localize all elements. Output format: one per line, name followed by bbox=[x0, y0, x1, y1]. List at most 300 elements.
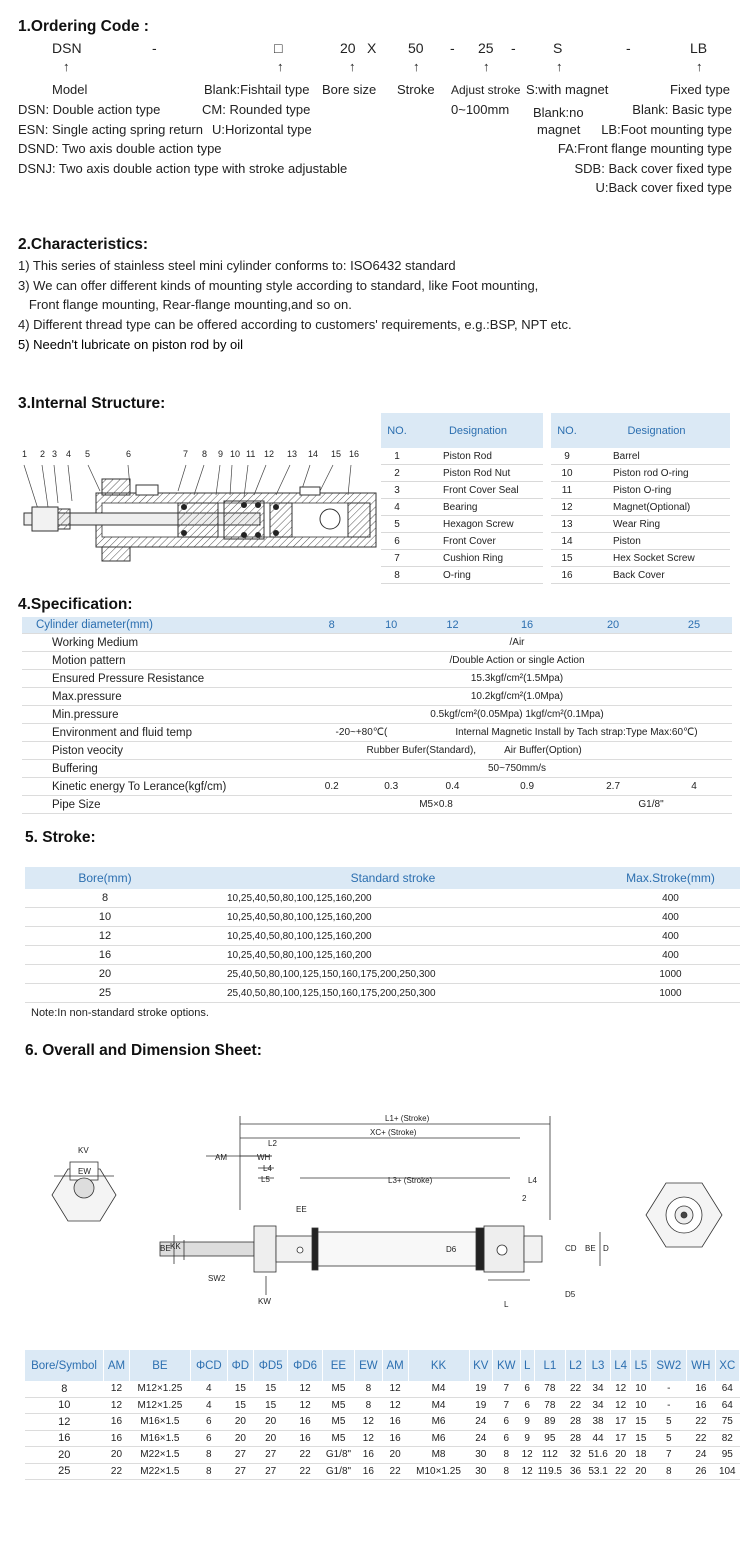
dimension-cell: 15 bbox=[631, 1414, 651, 1431]
part-no: 16 bbox=[551, 567, 583, 584]
magnet-line: magnet bbox=[537, 122, 581, 137]
max-stroke-cell: 400 bbox=[601, 908, 740, 927]
spec-value: 0.4 bbox=[421, 778, 484, 796]
table-header-row bbox=[22, 617, 732, 634]
part-no: 12 bbox=[551, 499, 583, 516]
table-row bbox=[551, 499, 730, 516]
max-stroke-cell: 400 bbox=[601, 889, 740, 908]
characteristic-line: 3) We can offer different kinds of mounting style according to standard, like Foot mounting, bbox=[18, 278, 539, 293]
part-no: 8 bbox=[381, 567, 413, 584]
arrow-up-icon: ↑ bbox=[413, 59, 420, 74]
dimension-cell: 30 bbox=[469, 1447, 492, 1464]
part-name: Piston rod O-ring bbox=[583, 465, 730, 482]
table-header: NO. bbox=[551, 413, 583, 448]
dimension-cell: 22 bbox=[687, 1414, 715, 1431]
spec-value: 0.2 bbox=[302, 778, 361, 796]
dimension-cell: 89 bbox=[534, 1414, 565, 1431]
dimension-cell: 15 bbox=[227, 1381, 253, 1397]
table-header: 10 bbox=[361, 617, 420, 634]
dimension-cell: 27 bbox=[253, 1447, 287, 1464]
dimension-cell: 19 bbox=[469, 1397, 492, 1414]
callout: 7 bbox=[183, 449, 189, 459]
dimension-cell: 19 bbox=[469, 1381, 492, 1397]
table-header: L1 bbox=[534, 1350, 565, 1381]
part-no: 4 bbox=[381, 499, 413, 516]
dimension-cell: 8 bbox=[493, 1463, 521, 1480]
dimension-cell: 16 bbox=[687, 1381, 715, 1397]
part-no: 7 bbox=[381, 550, 413, 567]
dimension-cell: 20 bbox=[631, 1463, 651, 1480]
cross-section-drawing bbox=[18, 449, 378, 579]
table-row bbox=[22, 688, 732, 706]
dim-label: L5 bbox=[261, 1175, 270, 1184]
callout: 4 bbox=[66, 449, 72, 459]
dimension-cell: 53.1 bbox=[586, 1463, 611, 1480]
dimension-cell: 95 bbox=[715, 1447, 739, 1464]
part-name: Piston Rod bbox=[413, 448, 543, 465]
dimension-cell: 15 bbox=[253, 1397, 287, 1414]
fixed-line: Blank: Basic type bbox=[632, 102, 732, 117]
part-name: Hexagon Screw bbox=[413, 516, 543, 533]
dim-label: CD bbox=[565, 1244, 577, 1253]
part-no: 10 bbox=[551, 465, 583, 482]
spec-label: Kinetic energy To Lerance(kgf/cm) bbox=[22, 778, 302, 796]
spec-value: 0.9 bbox=[484, 778, 570, 796]
dimension-cell: 104 bbox=[715, 1463, 739, 1480]
dim-label: SW2 bbox=[208, 1274, 226, 1283]
stroke-cell: 10,25,40,50,80,100,125,160,200 bbox=[185, 908, 601, 927]
dimension-cell: 6 bbox=[493, 1430, 521, 1447]
dimension-cell: M5 bbox=[322, 1430, 354, 1447]
table-row bbox=[25, 1430, 740, 1447]
table-header: NO. bbox=[381, 413, 413, 448]
specification-title: 4.Specification: bbox=[18, 596, 133, 613]
spec-value: Internal Magnetic Install by Tach strap:Type Max:60℃) bbox=[421, 724, 732, 742]
stroke-cell: 25,40,50,80,100,125,150,160,175,200,250,300 bbox=[185, 984, 601, 1003]
part-no: 11 bbox=[551, 482, 583, 499]
dimension-cell: 44 bbox=[586, 1430, 611, 1447]
dimension-cell: 64 bbox=[715, 1397, 739, 1414]
dimension-cell: M10×1.25 bbox=[408, 1463, 469, 1480]
part-no: 15 bbox=[551, 550, 583, 567]
dim-label: L1+ (Stroke) bbox=[385, 1114, 430, 1123]
spec-value: -20~+80℃( bbox=[302, 724, 421, 742]
bore-cell: 20 bbox=[25, 965, 185, 984]
dimension-cell: 22 bbox=[565, 1381, 585, 1397]
code-adjust: 25 bbox=[478, 40, 494, 56]
table-row bbox=[25, 984, 740, 1003]
label-stroke: Stroke bbox=[397, 82, 435, 97]
table-row bbox=[22, 706, 732, 724]
fixed-line: SDB: Back cover fixed type bbox=[574, 161, 732, 176]
dimension-cell: 22 bbox=[382, 1463, 408, 1480]
table-header: L4 bbox=[611, 1350, 631, 1381]
specification-table bbox=[22, 617, 732, 814]
spec-label: Pipe Size bbox=[22, 796, 302, 814]
dimension-cell: 6 bbox=[190, 1430, 227, 1447]
dimension-cell: M8 bbox=[408, 1447, 469, 1464]
dimension-table bbox=[25, 1350, 740, 1480]
table-row bbox=[25, 1397, 740, 1414]
table-row bbox=[551, 482, 730, 499]
part-no: 3 bbox=[381, 482, 413, 499]
spec-value: 10.2kgf/cm²(1.0Mpa) bbox=[302, 688, 732, 706]
dimension-cell: 51.6 bbox=[586, 1447, 611, 1464]
table-row bbox=[381, 550, 543, 567]
dimension-cell: 6 bbox=[520, 1381, 534, 1397]
dimension-cell: 12 bbox=[355, 1414, 383, 1431]
dimension-cell: 24 bbox=[469, 1414, 492, 1431]
spec-value: G1/8" bbox=[570, 796, 732, 814]
spec-label: Ensured Pressure Resistance bbox=[22, 670, 302, 688]
table-header: Cylinder diameter(mm) bbox=[22, 617, 302, 634]
part-name: Cushion Ring bbox=[413, 550, 543, 567]
table-row bbox=[22, 742, 732, 760]
model-line: DSN: Double action type bbox=[18, 102, 161, 117]
dim-label: WH bbox=[257, 1153, 271, 1162]
dimension-cell: 6 bbox=[493, 1414, 521, 1431]
code-magnet: S bbox=[553, 40, 563, 56]
dimension-cell: 8 bbox=[355, 1381, 383, 1397]
table-row bbox=[381, 448, 543, 465]
part-name: Front Cover bbox=[413, 533, 543, 550]
part-name: O-ring bbox=[413, 567, 543, 584]
dimension-cell: 16 bbox=[288, 1430, 322, 1447]
bore-cell: 10 bbox=[25, 1397, 104, 1414]
adjust-range: 0~100mm bbox=[451, 102, 510, 117]
dimension-cell: 32 bbox=[565, 1447, 585, 1464]
characteristic-line: 5) Needn't lubricate on piston rod by oil bbox=[18, 337, 244, 352]
dimension-cell: G1/8" bbox=[322, 1447, 354, 1464]
dimension-cell: 8 bbox=[355, 1397, 383, 1414]
table-row bbox=[25, 946, 740, 965]
bore-cell: 8 bbox=[25, 1381, 104, 1397]
part-no: 2 bbox=[381, 465, 413, 482]
table-row bbox=[25, 1447, 740, 1464]
code-dash: - bbox=[152, 40, 157, 56]
table-header: Bore/Symbol bbox=[25, 1350, 104, 1381]
part-name: Piston Rod Nut bbox=[413, 465, 543, 482]
dimension-cell: 95 bbox=[534, 1430, 565, 1447]
arrow-up-icon: ↑ bbox=[696, 59, 703, 74]
parts-table-right bbox=[551, 413, 730, 584]
dim-label: EE bbox=[296, 1205, 307, 1214]
dimension-cell: 24 bbox=[469, 1430, 492, 1447]
stroke-table bbox=[25, 867, 740, 1003]
dimension-cell: 15 bbox=[631, 1430, 651, 1447]
dimension-cell: 22 bbox=[565, 1397, 585, 1414]
dimension-cell: 64 bbox=[715, 1381, 739, 1397]
spec-label: Buffering bbox=[22, 760, 302, 778]
callout: 14 bbox=[308, 449, 319, 459]
spec-label: Max.pressure bbox=[22, 688, 302, 706]
dimension-title: 6. Overall and Dimension Sheet: bbox=[25, 1042, 262, 1059]
dimension-cell: 12 bbox=[520, 1463, 534, 1480]
dimension-cell: M12×1.25 bbox=[129, 1397, 190, 1414]
dimension-cell: 78 bbox=[534, 1381, 565, 1397]
table-row bbox=[25, 965, 740, 984]
code-dash: - bbox=[511, 40, 516, 56]
dimension-cell: 5 bbox=[651, 1414, 687, 1431]
dimension-cell: M22×1.5 bbox=[129, 1447, 190, 1464]
dimension-cell: 12 bbox=[611, 1381, 631, 1397]
type-line: U:Horizontal type bbox=[212, 122, 312, 137]
spec-label: Min.pressure bbox=[22, 706, 302, 724]
table-row bbox=[22, 670, 732, 688]
table-header: ΦD bbox=[227, 1350, 253, 1381]
label-magnet: S:with magnet bbox=[526, 82, 609, 97]
dimension-cell: 4 bbox=[190, 1381, 227, 1397]
dim-label: L4 bbox=[263, 1164, 272, 1173]
code-box: □ bbox=[274, 40, 283, 56]
bore-cell: 16 bbox=[25, 1430, 104, 1447]
dimension-cell: 20 bbox=[227, 1414, 253, 1431]
dimension-cell: G1/8" bbox=[322, 1463, 354, 1480]
spec-value: 0.3 bbox=[361, 778, 420, 796]
dimension-cell: 12 bbox=[288, 1381, 322, 1397]
arrow-up-icon: ↑ bbox=[63, 59, 70, 74]
dimension-cell: 12 bbox=[611, 1397, 631, 1414]
table-row bbox=[551, 567, 730, 584]
spec-value: 0.5kgf/cm²(0.05Mpa) 1kgf/cm²(0.1Mpa) bbox=[302, 706, 732, 724]
dimension-cell: 16 bbox=[288, 1414, 322, 1431]
dimension-cell: 17 bbox=[611, 1414, 631, 1431]
bore-cell: 25 bbox=[25, 984, 185, 1003]
dimension-drawing-svg bbox=[40, 1110, 730, 1325]
magnet-line: Blank:no bbox=[533, 105, 584, 120]
part-name: Wear Ring bbox=[583, 516, 730, 533]
callout: 12 bbox=[264, 449, 275, 459]
dim-label: L2 bbox=[268, 1139, 277, 1148]
dimension-cell: 20 bbox=[253, 1430, 287, 1447]
dim-label: D6 bbox=[446, 1245, 457, 1254]
ordering-code-title: 1.Ordering Code : bbox=[18, 18, 149, 35]
dimension-cell: 16 bbox=[687, 1397, 715, 1414]
dimension-cell: 16 bbox=[104, 1430, 130, 1447]
max-stroke-cell: 400 bbox=[601, 946, 740, 965]
dimension-cell: 6 bbox=[520, 1397, 534, 1414]
dimension-cell: M16×1.5 bbox=[129, 1430, 190, 1447]
part-no: 6 bbox=[381, 533, 413, 550]
stroke-title: 5. Stroke: bbox=[25, 829, 96, 846]
dimension-cell: 112 bbox=[534, 1447, 565, 1464]
model-line: ESN: Single acting spring return bbox=[18, 122, 203, 137]
dim-label: KV bbox=[78, 1146, 89, 1155]
dimension-cell: 8 bbox=[190, 1447, 227, 1464]
dimension-cell: 26 bbox=[687, 1463, 715, 1480]
label-fishtail: Blank:Fishtail type bbox=[204, 82, 310, 97]
spec-value: Air Buffer(Option) bbox=[484, 742, 732, 760]
dim-label: BE bbox=[585, 1244, 596, 1253]
table-row bbox=[25, 1463, 740, 1480]
dimension-cell: 8 bbox=[493, 1447, 521, 1464]
fixed-line: LB:Foot mounting type bbox=[601, 122, 732, 137]
dimension-cell: 15 bbox=[253, 1381, 287, 1397]
dim-label: KW bbox=[258, 1297, 271, 1306]
dimension-cell: 22 bbox=[687, 1430, 715, 1447]
bore-cell: 12 bbox=[25, 1414, 104, 1431]
callout: 13 bbox=[287, 449, 298, 459]
spec-value: /Double Action or single Action bbox=[302, 652, 732, 670]
table-row bbox=[22, 652, 732, 670]
table-row bbox=[25, 1381, 740, 1397]
stroke-cell: 10,25,40,50,80,100,125,160,200 bbox=[185, 889, 601, 908]
dimension-cell: 9 bbox=[520, 1414, 534, 1431]
table-header: KW bbox=[493, 1350, 521, 1381]
spec-label: Working Medium bbox=[22, 634, 302, 652]
table-header: AM bbox=[382, 1350, 408, 1381]
dimension-cell: 12 bbox=[355, 1430, 383, 1447]
part-name: Back Cover bbox=[583, 567, 730, 584]
label-bore: Bore size bbox=[322, 82, 377, 97]
dimension-cell: 34 bbox=[586, 1381, 611, 1397]
table-row bbox=[22, 796, 732, 814]
table-row bbox=[22, 778, 732, 796]
table-header: BE bbox=[129, 1350, 190, 1381]
dim-label: 2 bbox=[522, 1194, 527, 1203]
dimension-cell: 12 bbox=[104, 1381, 130, 1397]
dimension-cell: 20 bbox=[253, 1414, 287, 1431]
dimension-cell: 8 bbox=[190, 1463, 227, 1480]
dimension-cell: 10 bbox=[631, 1381, 651, 1397]
table-row bbox=[22, 634, 732, 652]
arrow-up-icon: ↑ bbox=[349, 59, 356, 74]
dim-label: D5 bbox=[565, 1290, 576, 1299]
characteristic-line: Front flange mounting, Rear-flange mounting,and so on. bbox=[18, 297, 352, 312]
dimension-cell: 16 bbox=[382, 1414, 408, 1431]
dimension-cell: M4 bbox=[408, 1381, 469, 1397]
dimension-cell: M5 bbox=[322, 1397, 354, 1414]
label-model: Model bbox=[52, 82, 88, 97]
code-dash: - bbox=[450, 40, 455, 56]
arrow-up-icon: ↑ bbox=[277, 59, 284, 74]
spec-label: Environment and fluid temp bbox=[22, 724, 302, 742]
part-no: 9 bbox=[551, 448, 583, 465]
bore-cell: 20 bbox=[25, 1447, 104, 1464]
dimension-cell: 16 bbox=[382, 1430, 408, 1447]
stroke-note: Note:In non-standard stroke options. bbox=[31, 1007, 209, 1019]
dimension-cell: 28 bbox=[565, 1414, 585, 1431]
dimension-cell: 20 bbox=[227, 1430, 253, 1447]
dimension-cell: 12 bbox=[382, 1397, 408, 1414]
table-header-row bbox=[25, 1350, 740, 1381]
table-row bbox=[551, 550, 730, 567]
dimension-cell: 12 bbox=[288, 1397, 322, 1414]
dimension-cell: 8 bbox=[651, 1463, 687, 1480]
table-header: L5 bbox=[631, 1350, 651, 1381]
bore-cell: 12 bbox=[25, 927, 185, 946]
table-header: SW2 bbox=[651, 1350, 687, 1381]
dimension-cell: 16 bbox=[355, 1463, 383, 1480]
dimension-cell: 27 bbox=[227, 1463, 253, 1480]
spec-value: M5×0.8 bbox=[302, 796, 570, 814]
spec-label: Motion pattern bbox=[22, 652, 302, 670]
spec-label: Piston veocity bbox=[22, 742, 302, 760]
table-header: KK bbox=[408, 1350, 469, 1381]
table-row bbox=[22, 724, 732, 742]
table-header: L2 bbox=[565, 1350, 585, 1381]
table-row bbox=[551, 533, 730, 550]
dimension-cell: 16 bbox=[104, 1414, 130, 1431]
dimension-cell: - bbox=[651, 1381, 687, 1397]
spec-value: 4 bbox=[656, 778, 732, 796]
dimension-cell: 18 bbox=[631, 1447, 651, 1464]
max-stroke-cell: 400 bbox=[601, 927, 740, 946]
callout: 16 bbox=[349, 449, 360, 459]
table-header: XC bbox=[715, 1350, 739, 1381]
table-row bbox=[22, 760, 732, 778]
dimension-cell: 10 bbox=[631, 1397, 651, 1414]
table-header: Designation bbox=[413, 413, 543, 448]
max-stroke-cell: 1000 bbox=[601, 984, 740, 1003]
dimension-cell: 17 bbox=[611, 1430, 631, 1447]
fixed-line: FA:Front flange mounting type bbox=[557, 141, 732, 156]
dimension-cell: M6 bbox=[408, 1414, 469, 1431]
table-header: L bbox=[520, 1350, 534, 1381]
table-header: KV bbox=[469, 1350, 492, 1381]
dimension-cell: 30 bbox=[469, 1463, 492, 1480]
spec-value: /Air bbox=[302, 634, 732, 652]
part-name: Piston O-ring bbox=[583, 482, 730, 499]
dimension-cell: 20 bbox=[382, 1447, 408, 1464]
label-fixed: Fixed type bbox=[670, 82, 730, 97]
dimension-cell: 12 bbox=[520, 1447, 534, 1464]
dimension-cell: 78 bbox=[534, 1397, 565, 1414]
dimension-cell: 22 bbox=[288, 1447, 322, 1464]
dimension-cell: 7 bbox=[493, 1381, 521, 1397]
table-row bbox=[551, 465, 730, 482]
table-header: Max.Stroke(mm) bbox=[601, 867, 740, 889]
callout: 10 bbox=[230, 449, 241, 459]
callout: 2 bbox=[40, 449, 46, 459]
dim-label: KK bbox=[170, 1242, 181, 1251]
table-row bbox=[551, 448, 730, 465]
dimension-cell: M12×1.25 bbox=[129, 1381, 190, 1397]
dim-label: EW bbox=[78, 1167, 91, 1176]
table-row bbox=[25, 1414, 740, 1431]
dimension-cell: M22×1.5 bbox=[129, 1463, 190, 1480]
table-header: L3 bbox=[586, 1350, 611, 1381]
callout: 15 bbox=[331, 449, 342, 459]
dimension-cell: 119.5 bbox=[534, 1463, 565, 1480]
characteristic-line: 4) Different thread type can be offered according to customers' requirements, e.g.:BSP, NPT etc. bbox=[18, 317, 572, 332]
table-header: ΦD5 bbox=[253, 1350, 287, 1381]
table-header: 8 bbox=[302, 617, 361, 634]
callout: 8 bbox=[202, 449, 208, 459]
dimension-cell: M5 bbox=[322, 1381, 354, 1397]
dimension-cell: 36 bbox=[565, 1463, 585, 1480]
dimension-cell: 20 bbox=[611, 1447, 631, 1464]
part-name: Hex Socket Screw bbox=[583, 550, 730, 567]
bore-cell: 8 bbox=[25, 889, 185, 908]
table-header: EW bbox=[355, 1350, 383, 1381]
dimension-cell: 7 bbox=[493, 1397, 521, 1414]
dim-label: L4 bbox=[528, 1176, 537, 1185]
bore-cell: 10 bbox=[25, 908, 185, 927]
table-row bbox=[381, 516, 543, 533]
spec-value: Rubber Bufer(Standard), bbox=[302, 742, 484, 760]
code-stroke: 50 bbox=[408, 40, 424, 56]
callout: 3 bbox=[52, 449, 58, 459]
bore-cell: 16 bbox=[25, 946, 185, 965]
code-fixed: LB bbox=[690, 40, 708, 56]
internal-structure-title: 3.Internal Structure: bbox=[18, 395, 166, 412]
dimension-cell: M4 bbox=[408, 1397, 469, 1414]
part-no: 14 bbox=[551, 533, 583, 550]
table-row bbox=[25, 908, 740, 927]
table-row bbox=[381, 482, 543, 499]
dimension-cell: 20 bbox=[104, 1447, 130, 1464]
